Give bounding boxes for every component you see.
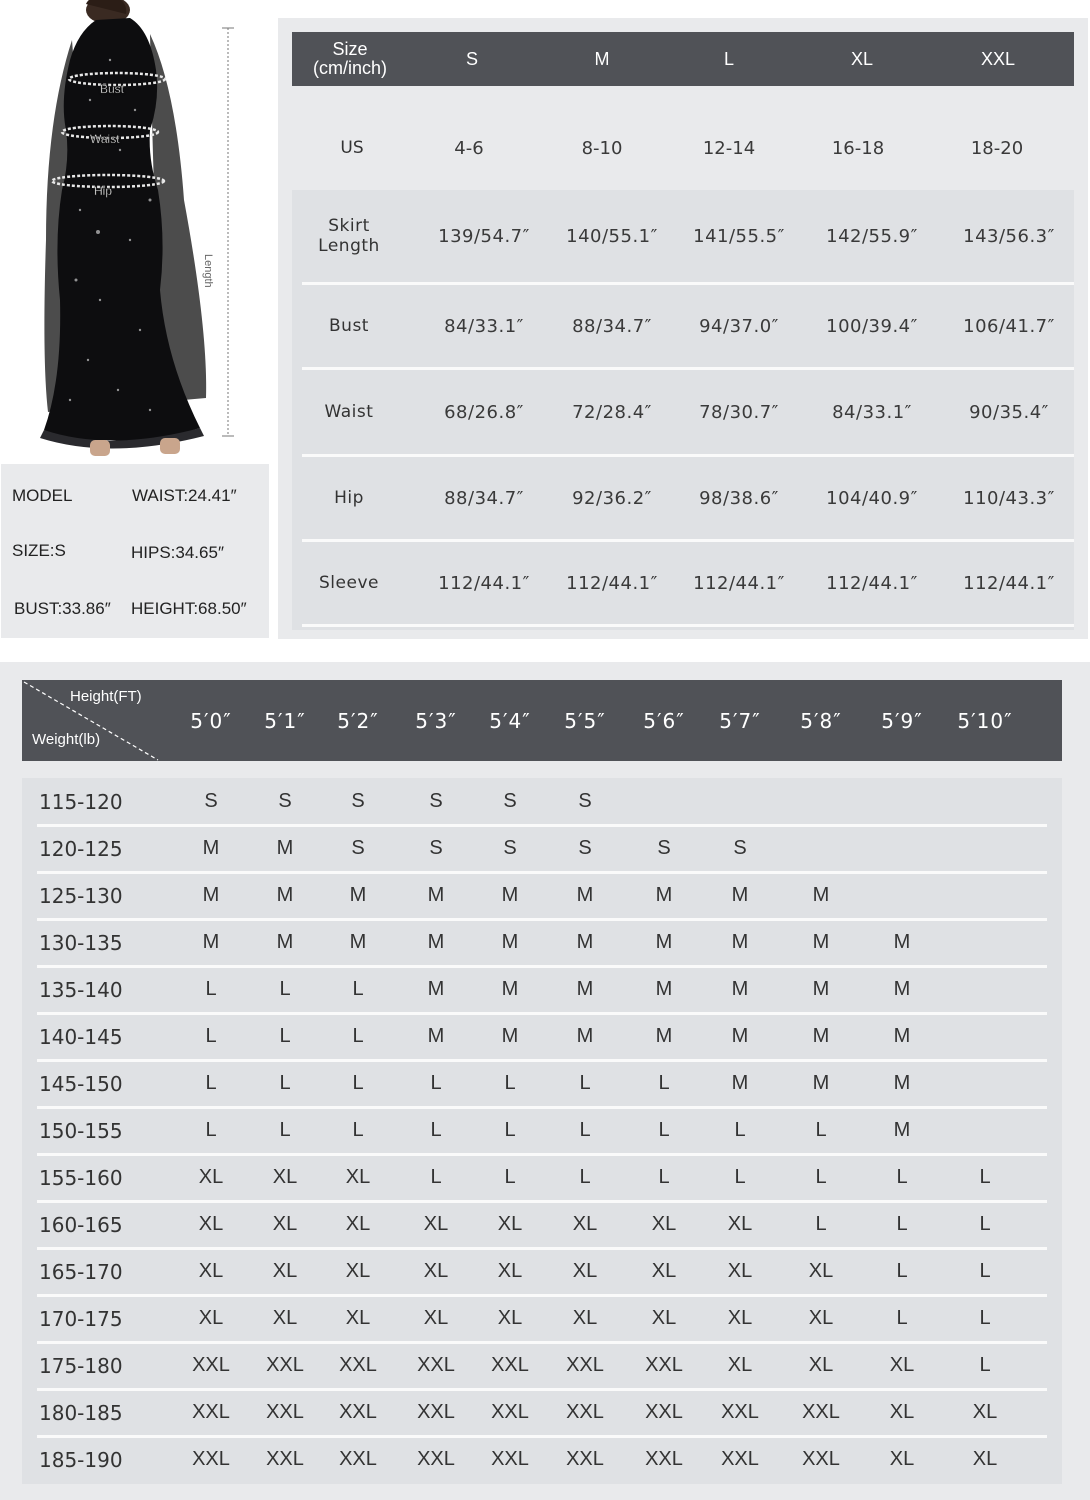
size-recommendation: XL <box>808 1354 834 1376</box>
weight-range: 150-155 <box>39 1118 123 1143</box>
size-recommendation: L <box>896 1260 908 1282</box>
size-recommendation: XL <box>889 1448 915 1470</box>
size-recommendation: XL <box>198 1213 224 1235</box>
height-axis-label: Height(FT) <box>70 688 142 705</box>
size-recommendation: XL <box>345 1307 371 1329</box>
weight-range: 145-150 <box>39 1071 123 1096</box>
size-recommendation: S <box>429 790 443 812</box>
size-cell: 98/38.6″ <box>699 487 779 509</box>
hw-row <box>37 1013 1047 1060</box>
size-recommendation: M <box>893 1119 911 1141</box>
height-col-header: 5′6″ <box>643 708 685 733</box>
size-recommendation: M <box>576 884 594 906</box>
hw-row <box>37 1248 1047 1295</box>
size-recommendation: L <box>979 1213 991 1235</box>
size-recommendation: XL <box>423 1260 449 1282</box>
weight-axis-label: Weight(lb) <box>32 731 101 748</box>
size-recommendation: L <box>352 1072 364 1094</box>
size-recommendation: XXL <box>417 1401 455 1423</box>
hw-row <box>37 1342 1047 1389</box>
size-recommendation: M <box>427 1025 445 1047</box>
size-recommendation: XL <box>727 1354 753 1376</box>
size-cell: 92/36.2″ <box>572 487 652 509</box>
size-recommendation: XL <box>572 1260 598 1282</box>
size-header-label: Size (cm/inch) <box>312 39 387 78</box>
size-recommendation: S <box>733 837 747 859</box>
size-recommendation: XL <box>727 1260 753 1282</box>
size-cell: 143/56.3″ <box>963 225 1055 247</box>
row-divider <box>302 624 1074 627</box>
size-recommendation: L <box>658 1072 670 1094</box>
size-recommendation: XL <box>972 1448 998 1470</box>
height-weight-chart <box>0 662 1090 1500</box>
size-recommendation: XL <box>651 1307 677 1329</box>
size-cell: 94/37.0″ <box>699 315 779 337</box>
size-recommendation: XL <box>272 1213 298 1235</box>
size-recommendation: XXL <box>266 1448 304 1470</box>
size-recommendation: L <box>352 1119 364 1141</box>
weight-range: 185-190 <box>39 1447 123 1472</box>
size-cell: 68/26.8″ <box>444 401 524 423</box>
size-recommendation: M <box>427 884 445 906</box>
size-recommendation: L <box>658 1119 670 1141</box>
us-value: 8-10 <box>581 138 623 159</box>
size-recommendation: M <box>731 931 749 953</box>
hw-row <box>37 1154 1047 1201</box>
size-recommendation: M <box>349 884 367 906</box>
height-col-header: 5′8″ <box>800 708 842 733</box>
size-recommendation: M <box>893 978 911 1000</box>
size-recommendation: XXL <box>802 1401 840 1423</box>
height-col-header: 5′3″ <box>415 708 457 733</box>
size-recommendation: L <box>430 1119 442 1141</box>
height-col-header: 5′2″ <box>337 708 379 733</box>
size-cell: 139/54.7″ <box>438 225 530 247</box>
size-recommendation: L <box>896 1213 908 1235</box>
size-recommendation: S <box>278 790 292 812</box>
size-recommendation: XXL <box>192 1401 230 1423</box>
model-bust: BUST:33.86″ <box>14 599 111 618</box>
size-recommendation: L <box>352 1025 364 1047</box>
height-col-header: 5′1″ <box>264 708 306 733</box>
size-chart-body <box>292 190 1074 630</box>
hw-row <box>37 919 1047 966</box>
size-recommendation: S <box>503 837 517 859</box>
size-row-label: Skirt Length <box>318 216 380 256</box>
size-row-label: Bust <box>329 316 369 336</box>
size-recommendation: M <box>501 931 519 953</box>
weight-range: 115-120 <box>39 789 123 814</box>
size-recommendation: XXL <box>192 1354 230 1376</box>
size-recommendation: XL <box>272 1307 298 1329</box>
size-row-hip <box>302 457 1074 539</box>
height-col-header: 5′4″ <box>489 708 531 733</box>
size-recommendation: M <box>276 931 294 953</box>
weight-range: 175-180 <box>39 1353 123 1378</box>
size-col-l: L <box>723 48 734 69</box>
size-recommendation: S <box>503 790 517 812</box>
size-recommendation: S <box>351 790 365 812</box>
size-col-m: M <box>594 48 610 69</box>
hw-row <box>37 1060 1047 1107</box>
hw-row <box>37 1107 1047 1154</box>
size-recommendation: M <box>731 978 749 1000</box>
hw-row <box>37 825 1047 872</box>
size-chart <box>278 18 1088 639</box>
size-cell: 100/39.4″ <box>826 315 918 337</box>
height-col-header: 5′9″ <box>881 708 923 733</box>
size-recommendation: L <box>352 978 364 1000</box>
size-recommendation: S <box>657 837 671 859</box>
size-cell: 112/44.1″ <box>963 572 1055 594</box>
size-recommendation: XL <box>497 1260 523 1282</box>
size-recommendation: M <box>276 837 294 859</box>
hw-row <box>37 1295 1047 1342</box>
size-recommendation: L <box>430 1072 442 1094</box>
size-recommendation: M <box>276 884 294 906</box>
size-recommendation: XXL <box>339 1401 377 1423</box>
size-recommendation: M <box>202 931 220 953</box>
us-value: 12-14 <box>702 138 756 159</box>
size-recommendation: L <box>504 1119 516 1141</box>
us-row-label: US <box>340 138 364 158</box>
size-recommendation: XL <box>651 1260 677 1282</box>
size-recommendation: XXL <box>802 1448 840 1470</box>
size-recommendation: L <box>815 1119 827 1141</box>
size-recommendation: XL <box>345 1166 371 1188</box>
size-cell: 141/55.5″ <box>693 225 785 247</box>
size-row-label: Waist <box>324 402 374 422</box>
size-recommendation: L <box>579 1072 591 1094</box>
size-row-bust <box>302 285 1074 367</box>
size-recommendation: L <box>979 1354 991 1376</box>
size-recommendation: L <box>205 1025 217 1047</box>
size-recommendation: L <box>279 978 291 1000</box>
size-cell: 78/30.7″ <box>699 401 779 423</box>
size-recommendation: XL <box>198 1166 224 1188</box>
size-recommendation: L <box>430 1166 442 1188</box>
model-info-box <box>1 464 269 638</box>
size-recommendation: M <box>576 931 594 953</box>
size-col-xl: XL <box>850 48 874 69</box>
size-recommendation: XL <box>889 1401 915 1423</box>
hw-row <box>37 1436 1047 1483</box>
size-recommendation: M <box>349 931 367 953</box>
height-col-header: 5′5″ <box>564 708 606 733</box>
size-recommendation: M <box>655 1025 673 1047</box>
size-recommendation: S <box>578 837 592 859</box>
hw-row <box>37 1389 1047 1436</box>
weight-range: 165-170 <box>39 1259 123 1284</box>
size-recommendation: L <box>579 1166 591 1188</box>
size-recommendation: XL <box>727 1307 753 1329</box>
us-value: 16-18 <box>831 138 885 159</box>
size-recommendation: XL <box>889 1354 915 1376</box>
size-recommendation: XXL <box>266 1401 304 1423</box>
us-value: 18-20 <box>970 138 1024 159</box>
model-hips: HIPS:34.65″ <box>131 543 224 562</box>
size-recommendation: XXL <box>721 1448 759 1470</box>
size-recommendation: XL <box>808 1307 834 1329</box>
size-recommendation: XXL <box>645 1401 683 1423</box>
height-col-header: 5′0″ <box>190 708 232 733</box>
hip-marker-label: Hip <box>94 184 113 198</box>
size-recommendation: XL <box>423 1213 449 1235</box>
size-cell: 112/44.1″ <box>566 572 658 594</box>
size-cell: 112/44.1″ <box>826 572 918 594</box>
size-recommendation: XL <box>497 1213 523 1235</box>
size-cell: 72/28.4″ <box>572 401 652 423</box>
size-recommendation: XXL <box>491 1401 529 1423</box>
size-recommendation: XL <box>272 1260 298 1282</box>
size-recommendation: XL <box>651 1213 677 1235</box>
size-recommendation: M <box>501 978 519 1000</box>
size-recommendation: XXL <box>491 1354 529 1376</box>
size-recommendation: L <box>979 1166 991 1188</box>
size-recommendation: XL <box>972 1401 998 1423</box>
dress-illustration <box>0 0 270 462</box>
size-row-label: Sleeve <box>319 573 379 593</box>
size-cell: 104/40.9″ <box>826 487 918 509</box>
size-row-skirt-length <box>302 190 1074 282</box>
size-recommendation: XL <box>345 1260 371 1282</box>
size-recommendation: M <box>731 884 749 906</box>
size-cell: 90/35.4″ <box>969 401 1049 423</box>
hw-row <box>37 872 1047 919</box>
weight-range: 125-130 <box>39 883 123 908</box>
model-size: SIZE:S <box>12 541 66 560</box>
size-recommendation: L <box>658 1166 670 1188</box>
hw-chart-header <box>22 680 1062 761</box>
size-recommendation: M <box>731 1072 749 1094</box>
size-recommendation: M <box>731 1025 749 1047</box>
size-recommendation: L <box>579 1119 591 1141</box>
size-recommendation: XL <box>572 1307 598 1329</box>
size-recommendation: XL <box>497 1307 523 1329</box>
size-recommendation: M <box>576 978 594 1000</box>
size-recommendation: S <box>351 837 365 859</box>
size-recommendation: XL <box>198 1260 224 1282</box>
size-recommendation: L <box>504 1166 516 1188</box>
size-cell: 84/33.1″ <box>832 401 912 423</box>
size-recommendation: XXL <box>566 1354 604 1376</box>
size-recommendation: M <box>202 837 220 859</box>
model-figure <box>0 0 270 462</box>
size-recommendation: L <box>896 1307 908 1329</box>
size-recommendation: L <box>205 1119 217 1141</box>
size-recommendation: L <box>205 1072 217 1094</box>
size-recommendation: XXL <box>491 1448 529 1470</box>
height-col-header: 5′10″ <box>957 708 1013 733</box>
size-col-xxl: XXL <box>980 48 1016 69</box>
size-cell: 112/44.1″ <box>693 572 785 594</box>
size-recommendation: M <box>501 884 519 906</box>
size-recommendation: XL <box>345 1213 371 1235</box>
size-recommendation: XXL <box>566 1401 604 1423</box>
size-recommendation: XL <box>272 1166 298 1188</box>
weight-range: 120-125 <box>39 836 123 861</box>
size-recommendation: M <box>576 1025 594 1047</box>
weight-range: 155-160 <box>39 1165 123 1190</box>
size-recommendation: L <box>815 1213 827 1235</box>
weight-range: 160-165 <box>39 1212 123 1237</box>
size-recommendation: M <box>812 1072 830 1094</box>
length-marker-label: Length <box>202 254 214 288</box>
size-recommendation: S <box>578 790 592 812</box>
bust-marker-label: Bust <box>100 82 125 96</box>
size-recommendation: M <box>655 931 673 953</box>
size-recommendation: M <box>202 884 220 906</box>
size-cell: 140/55.1″ <box>566 225 658 247</box>
size-cell: 88/34.7″ <box>444 487 524 509</box>
hw-row <box>37 778 1047 825</box>
size-cell: 110/43.3″ <box>963 487 1055 509</box>
weight-range: 140-145 <box>39 1024 123 1049</box>
size-recommendation: M <box>812 1025 830 1047</box>
size-recommendation: M <box>812 884 830 906</box>
size-recommendation: L <box>205 978 217 1000</box>
size-recommendation: XXL <box>339 1354 377 1376</box>
weight-range: 130-135 <box>39 930 123 955</box>
size-cell: 84/33.1″ <box>444 315 524 337</box>
hw-row <box>37 966 1047 1013</box>
size-recommendation: XL <box>198 1307 224 1329</box>
size-recommendation: XXL <box>721 1401 759 1423</box>
size-row-label: Hip <box>334 488 364 508</box>
hw-chart-body <box>22 778 1062 1484</box>
weight-range: 135-140 <box>39 977 123 1002</box>
size-recommendation: M <box>812 931 830 953</box>
size-recommendation: S <box>429 837 443 859</box>
size-cell: 106/41.7″ <box>963 315 1055 337</box>
model-height: HEIGHT:68.50″ <box>131 599 247 618</box>
size-recommendation: L <box>279 1072 291 1094</box>
size-recommendation: L <box>734 1119 746 1141</box>
size-recommendation: L <box>279 1119 291 1141</box>
size-recommendation: XL <box>572 1213 598 1235</box>
size-recommendation: L <box>979 1307 991 1329</box>
size-recommendation: XXL <box>192 1448 230 1470</box>
size-recommendation: M <box>893 1025 911 1047</box>
height-col-header: 5′7″ <box>719 708 761 733</box>
model-waist: WAIST:24.41″ <box>132 486 237 505</box>
size-recommendation: XXL <box>339 1448 377 1470</box>
size-recommendation: XXL <box>645 1448 683 1470</box>
size-recommendation: L <box>734 1166 746 1188</box>
size-recommendation: L <box>979 1260 991 1282</box>
size-recommendation: XXL <box>645 1354 683 1376</box>
size-cell: 88/34.7″ <box>572 315 652 337</box>
size-recommendation: M <box>812 978 830 1000</box>
size-recommendation: M <box>655 978 673 1000</box>
weight-range: 170-175 <box>39 1306 123 1331</box>
size-recommendation: XL <box>727 1213 753 1235</box>
model-label: MODEL <box>12 486 73 505</box>
size-recommendation: XL <box>808 1260 834 1282</box>
size-recommendation: XXL <box>417 1354 455 1376</box>
size-recommendation: M <box>427 978 445 1000</box>
us-value: 4-6 <box>454 138 484 159</box>
size-recommendation: L <box>896 1166 908 1188</box>
size-recommendation: XXL <box>566 1448 604 1470</box>
waist-marker-label: Waist <box>90 132 120 146</box>
size-recommendation: M <box>893 931 911 953</box>
size-recommendation: XL <box>423 1307 449 1329</box>
size-recommendation: L <box>504 1072 516 1094</box>
size-cell: 142/55.9″ <box>826 225 918 247</box>
size-col-s: S <box>465 48 478 69</box>
weight-range: 180-185 <box>39 1400 123 1425</box>
size-recommendation: L <box>279 1025 291 1047</box>
size-row-sleeve <box>302 542 1074 624</box>
size-recommendation: M <box>893 1072 911 1094</box>
size-recommendation: XXL <box>266 1354 304 1376</box>
size-recommendation: XXL <box>417 1448 455 1470</box>
size-recommendation: M <box>501 1025 519 1047</box>
size-chart-header <box>292 32 1074 86</box>
size-row-waist <box>302 370 1074 454</box>
size-recommendation: S <box>204 790 218 812</box>
size-recommendation: L <box>815 1166 827 1188</box>
size-cell: 112/44.1″ <box>438 572 530 594</box>
size-recommendation: M <box>655 884 673 906</box>
size-recommendation: M <box>427 931 445 953</box>
hw-row <box>37 1201 1047 1248</box>
